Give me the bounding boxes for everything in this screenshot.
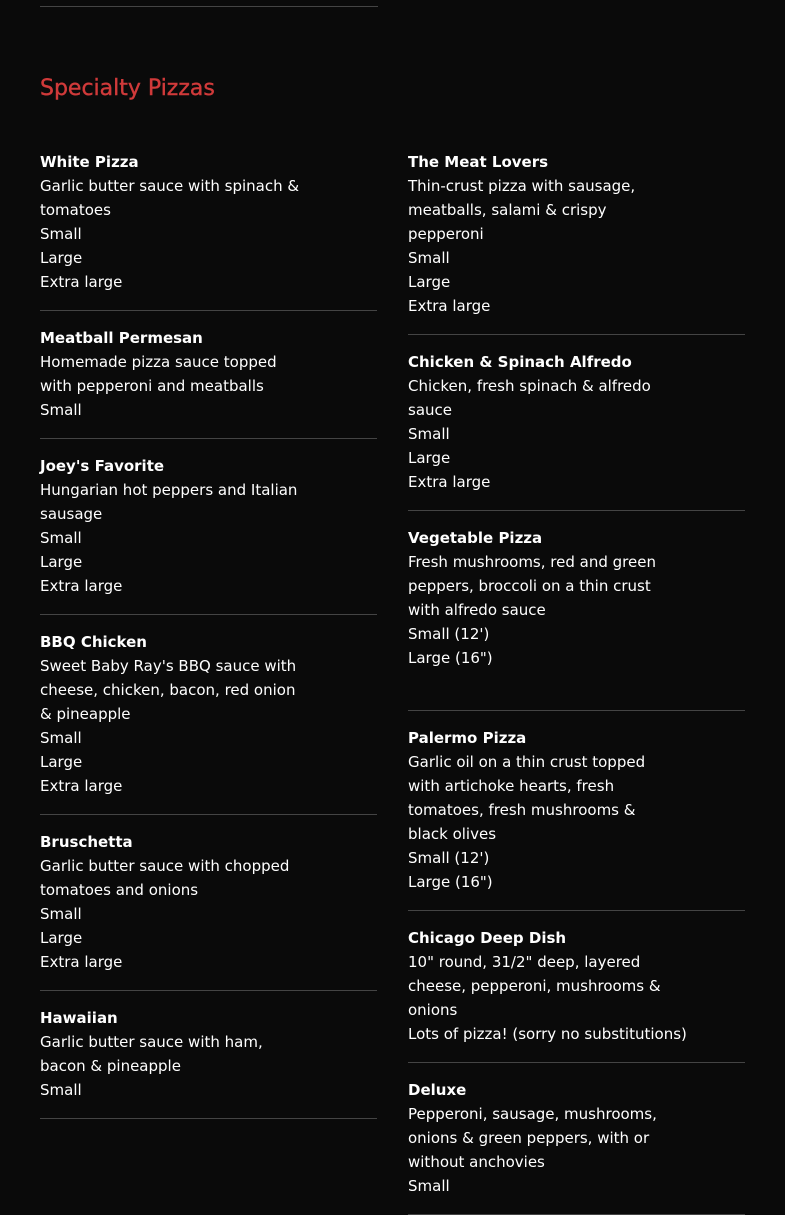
menu-column-right [408, 150, 745, 1215]
size-option: Extra large [40, 577, 123, 595]
size-option: Large [408, 449, 451, 467]
menu-item-the-meat-lovers [408, 150, 745, 335]
size-option: Small [40, 729, 82, 747]
size-option: Extra large [40, 777, 123, 795]
size-option: Extra large [408, 297, 491, 315]
size-option: Small (12') [408, 625, 490, 643]
size-option: Large [40, 249, 83, 267]
item-description: Fresh mushrooms, red and green peppers, broccoli on a thin crust with alfredo sauce [408, 553, 656, 619]
item-name: The Meat Lovers [408, 153, 549, 171]
item-description: Garlic butter sauce with spinach & tomatoes [40, 177, 300, 219]
size-option: Small [40, 1081, 82, 1099]
item-description: Hungarian hot peppers and Italian sausage [40, 481, 298, 523]
size-option: Large [40, 553, 83, 571]
size-option: Large [40, 929, 83, 947]
item-name: Meatball Permesan [40, 329, 203, 347]
item-name: BBQ Chicken [40, 633, 147, 651]
menu-item-meatball-permesan [40, 326, 377, 439]
menu-item-hawaiian [40, 1006, 377, 1119]
menu-item-joey-s-favorite [40, 454, 377, 615]
item-description: Garlic oil on a thin crust topped with artichoke hearts, fresh tomatoes, fresh mushrooms & black olives [408, 753, 646, 843]
item-name: Palermo Pizza [408, 729, 527, 747]
size-option: Large [408, 273, 451, 291]
item-description: Homemade pizza sauce topped with pepperoni and meatballs [40, 353, 277, 395]
size-option: Extra large [40, 953, 123, 971]
menu-item-chicago-deep-dish [408, 926, 745, 1063]
item-description: Garlic butter sauce with chopped tomatoes and onions [40, 857, 290, 899]
item-name: White Pizza [40, 153, 139, 171]
size-option: Extra large [40, 273, 123, 291]
size-option: Small [408, 1177, 450, 1195]
top-divider [40, 6, 378, 7]
menu-column-left [40, 150, 377, 1119]
item-name: Hawaiian [40, 1009, 118, 1027]
menu-item-chicken-spinach-alfredo [408, 350, 745, 511]
size-option: Lots of pizza! (sorry no substitutions) [408, 1025, 687, 1043]
size-option: Small [40, 905, 82, 923]
size-option: Small (12') [408, 849, 490, 867]
item-description: Sweet Baby Ray's BBQ sauce with cheese, chicken, bacon, red onion & pineapple [40, 657, 297, 723]
item-name: Bruschetta [40, 833, 133, 851]
menu-item-white-pizza [40, 150, 377, 311]
item-name: Chicken & Spinach Alfredo [408, 353, 632, 371]
item-description: Garlic butter sauce with ham, bacon & pineapple [40, 1033, 263, 1075]
item-description: Chicken, fresh spinach & alfredo sauce [408, 377, 651, 419]
size-option: Small [408, 425, 450, 443]
size-option: Large [40, 753, 83, 771]
item-description: 10" round, 31/2" deep, layered cheese, pepperoni, mushrooms & onions [408, 953, 661, 1019]
size-option: Large (16") [408, 649, 493, 667]
menu-item-bbq-chicken [40, 630, 377, 815]
menu-item-bruschetta [40, 830, 377, 991]
size-option: Small [40, 529, 82, 547]
size-option: Large (16") [408, 873, 493, 891]
size-option: Small [408, 249, 450, 267]
item-description: Pepperoni, sausage, mushrooms, onions & green peppers, with or without anchovies [408, 1105, 657, 1171]
item-name: Joey's Favorite [40, 457, 165, 475]
section-title: Specialty Pizzas [40, 76, 215, 101]
item-name: Vegetable Pizza [408, 529, 543, 547]
item-description: Thin-crust pizza with sausage, meatballs, salami & crispy pepperoni [408, 177, 636, 243]
menu-item-deluxe [408, 1078, 745, 1215]
size-option: Extra large [408, 473, 491, 491]
size-option: Small [40, 225, 82, 243]
item-name: Deluxe [408, 1081, 467, 1099]
menu-item-vegetable-pizza [408, 526, 745, 711]
menu-item-palermo-pizza [408, 726, 745, 911]
size-option: Small [40, 401, 82, 419]
item-name: Chicago Deep Dish [408, 929, 567, 947]
